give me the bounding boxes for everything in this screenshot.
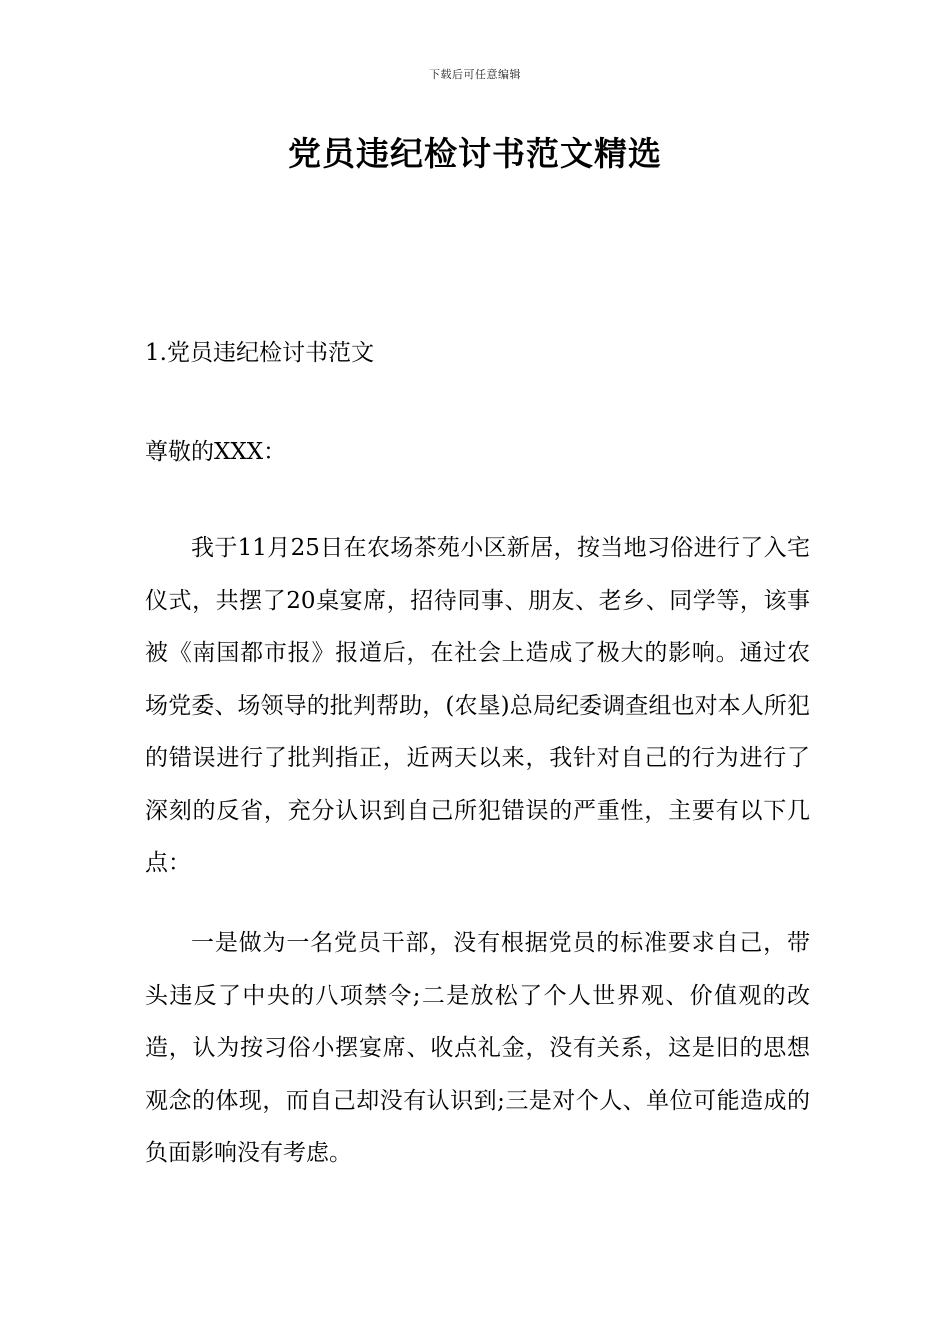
document-title: 党员违纪检讨书范文精选 bbox=[288, 134, 662, 173]
greeting: 尊敬的XXX： bbox=[145, 439, 287, 465]
section-heading: 1.党员违纪检讨书范文 bbox=[145, 340, 374, 366]
body-paragraph-1: 我于11月25日在农场茶苑小区新居，按当地习俗进行了入宅仪式，共摆了20桌宴席，招待同事、朋友、老乡、同学等，该事被《南国都市报》报道后，在社会上造成了极大的影响。通过农场党委、场领导的批判帮助，(农垦)总局纪委调查组也对本人所犯的错误进行了批判指正，近两天以来，我针对自己的行为进行了深刻的反省，充分认识到自己所犯错误的严重性，主要有以下几点： bbox=[145, 535, 810, 876]
header-note: 下载后可任意编辑 bbox=[429, 68, 521, 81]
body-paragraph-2: 一是做为一名党员干部，没有根据党员的标准要求自己，带头违反了中央的八项禁令;二是放松了个人世界观、价值观的改造，认为按习俗小摆宴席、收点礼金，没有关系，这是旧的思想观念的体现，而自己却没有认识到;三是对个人、单位可能造成的负面影响没有考虑。 bbox=[145, 930, 810, 1166]
